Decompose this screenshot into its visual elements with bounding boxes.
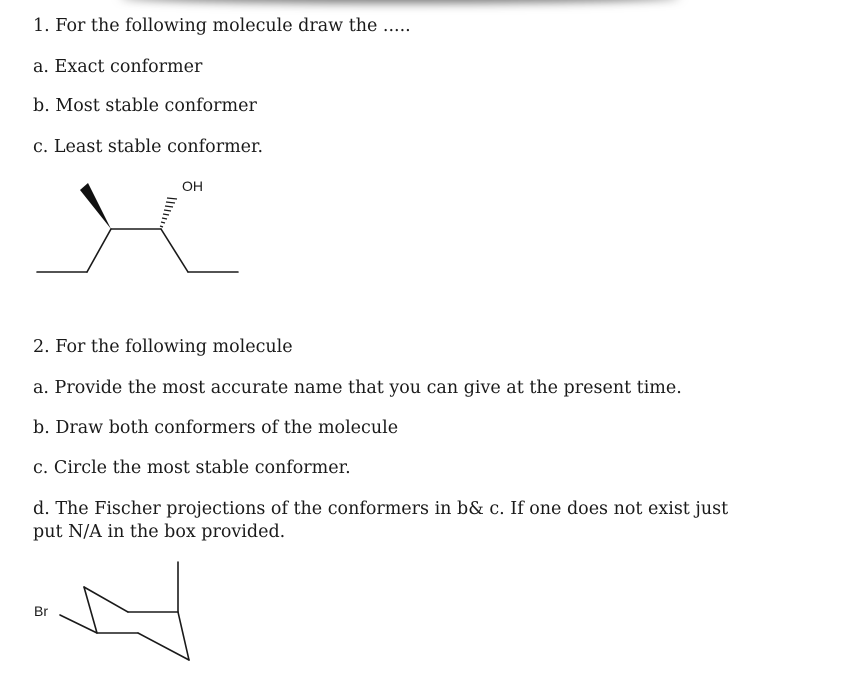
br-label: Br xyxy=(34,603,48,619)
q2-part-c: c. Circle the most stable conformer. xyxy=(33,458,351,478)
q1-part-c: c. Least stable conformer. xyxy=(33,137,264,157)
q1-title: 1. For the following molecule draw the ..... xyxy=(33,16,411,36)
oh-label: OH xyxy=(182,178,203,194)
q2-part-a: a. Provide the most accurate name that you can give at the present time. xyxy=(33,378,682,398)
ring-bond xyxy=(138,633,189,660)
q1-part-b: b. Most stable conformer xyxy=(33,96,257,116)
q1-part-a: a. Exact conformer xyxy=(33,57,203,77)
br-bond xyxy=(60,615,97,633)
ring-bond xyxy=(178,612,189,660)
q2-title: 2. For the following molecule xyxy=(33,337,293,357)
q2-part-d: d. The Fischer projections of the conformers in b& c. If one does not exist just put N/A in the box provided. xyxy=(33,499,729,542)
q2-part-b: b. Draw both conformers of the molecule xyxy=(33,418,399,438)
